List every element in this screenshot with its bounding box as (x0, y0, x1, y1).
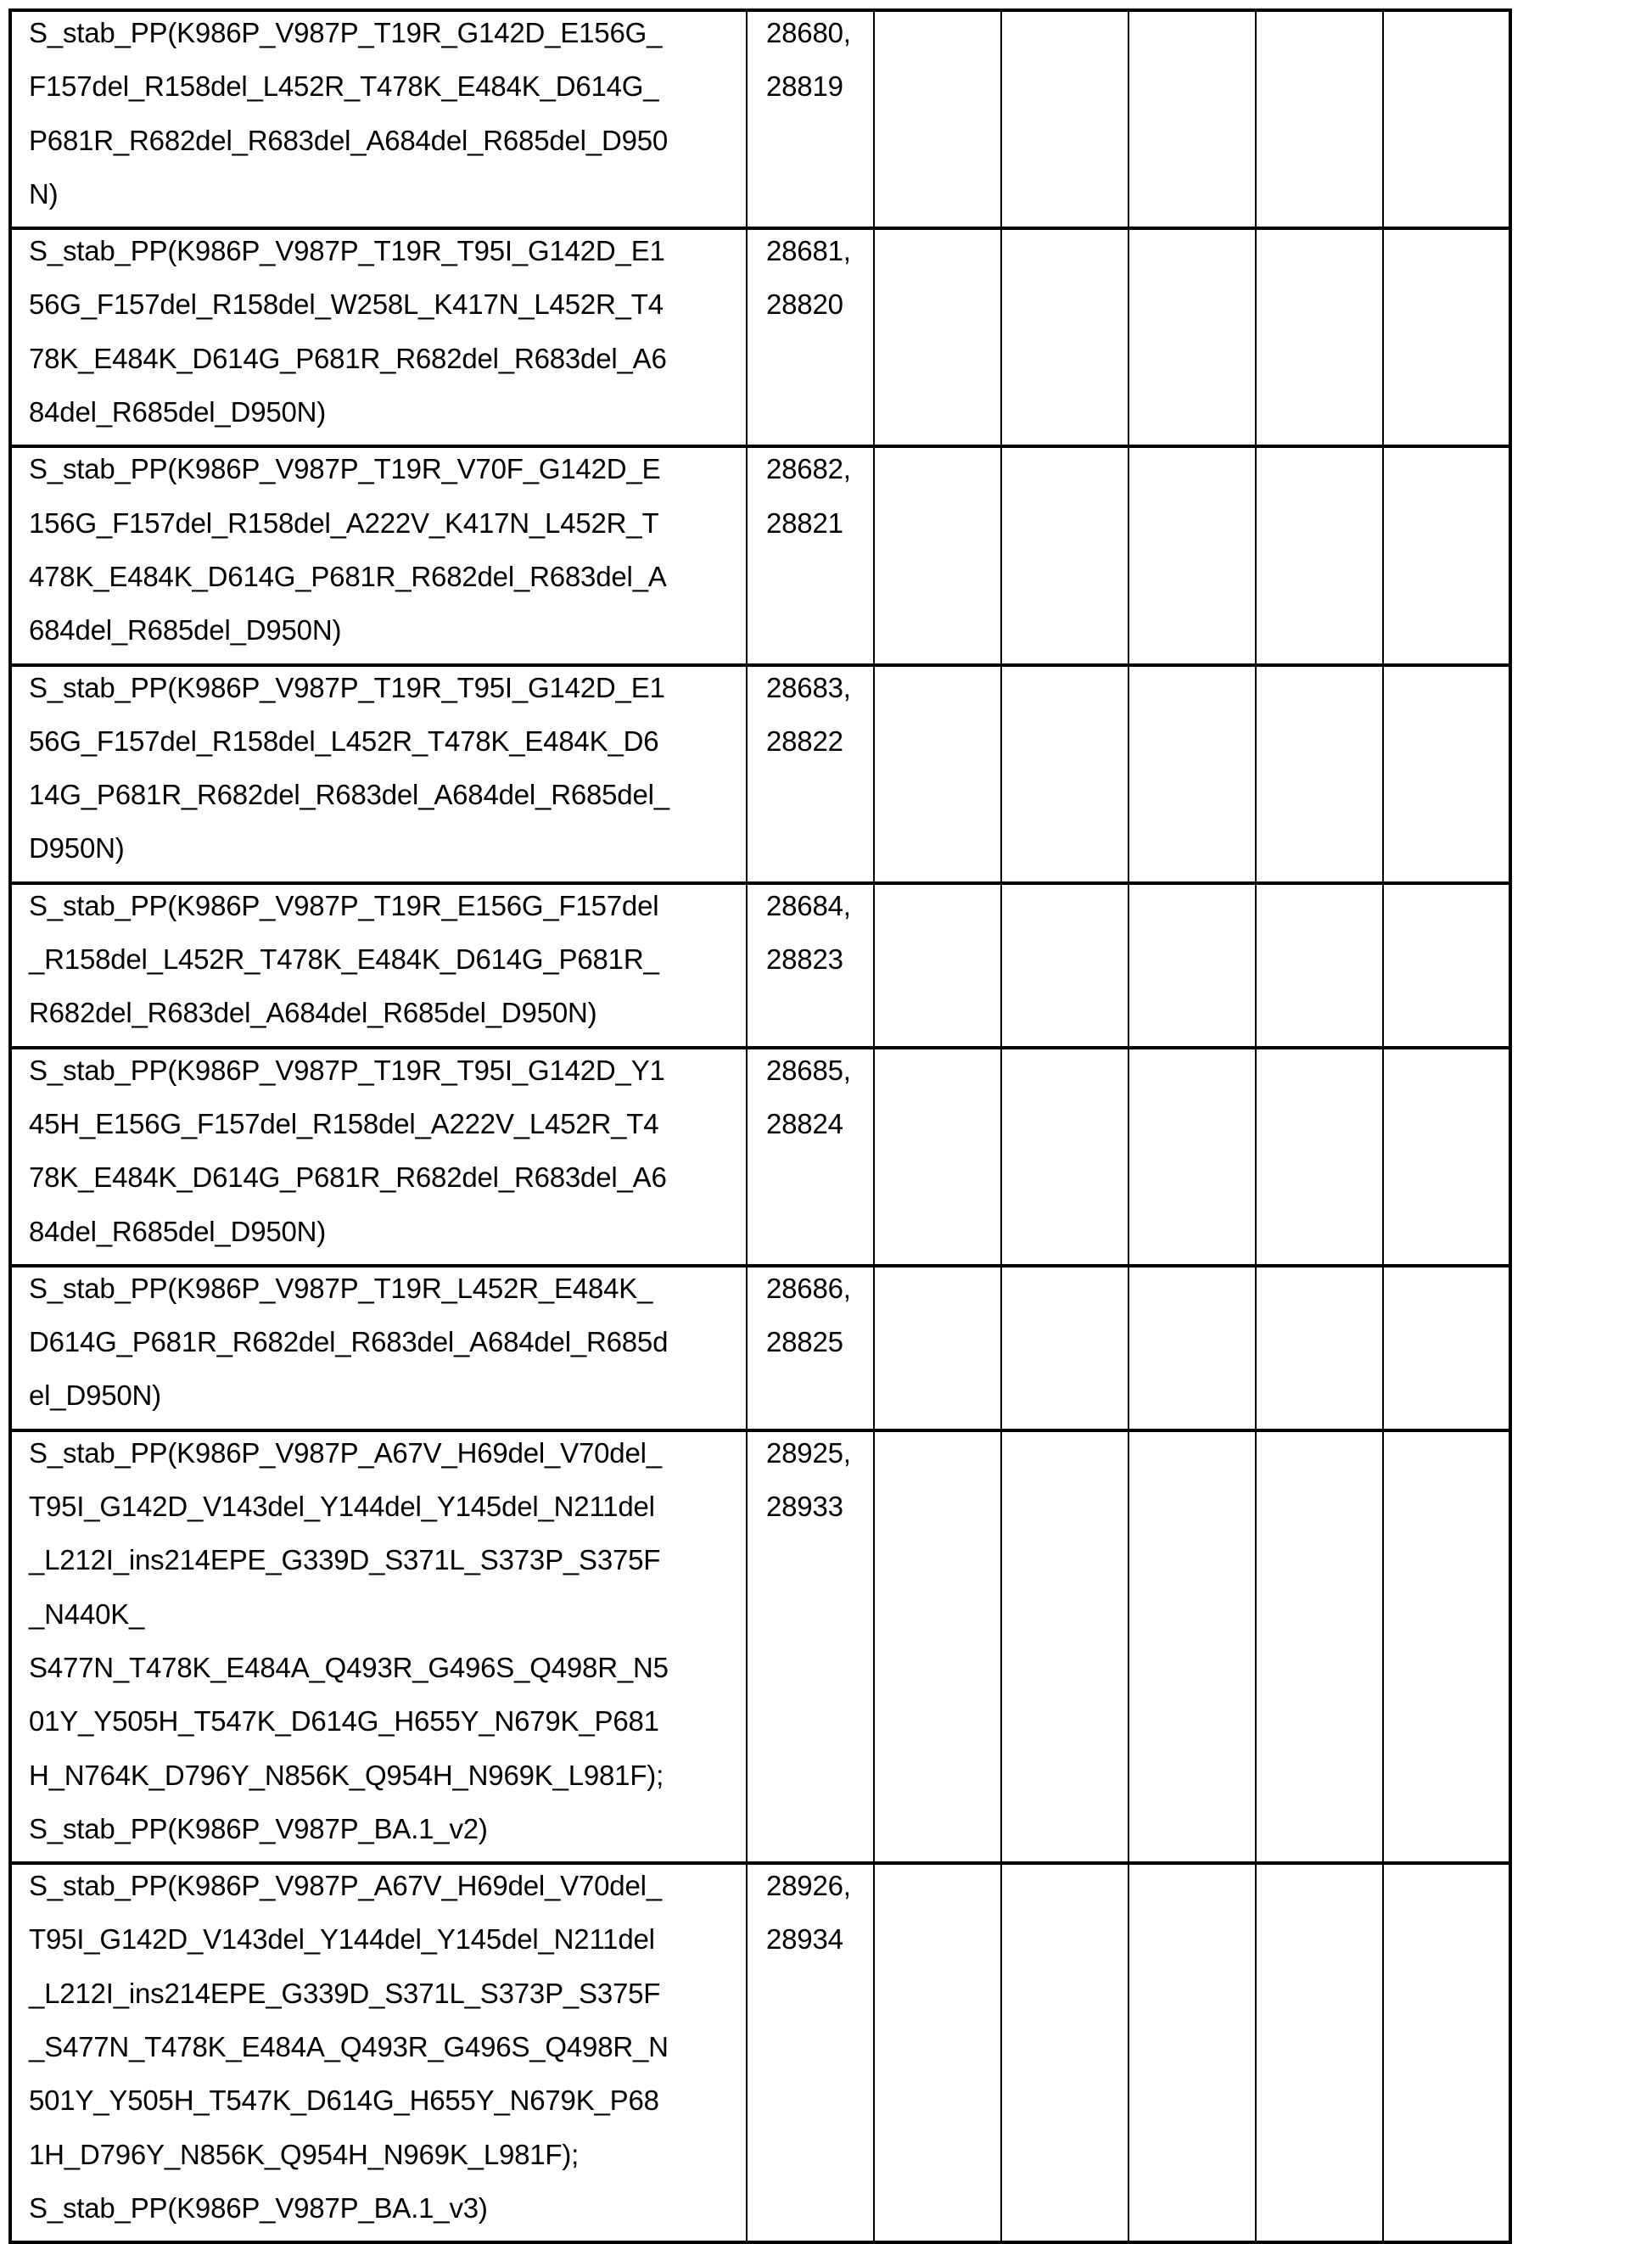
sequence-id-cell (747, 1048, 874, 1266)
construct-name-line: N) (29, 177, 59, 210)
empty-cell-3 (1128, 446, 1256, 664)
empty-cell-4 (1256, 883, 1383, 1048)
construct-name-line: 78K_E484K_D614G_P681R_R682del_R683del_A6 (29, 1161, 667, 1194)
table-row (10, 1048, 1510, 1266)
construct-name-line: S_stab_PP(K986P_V987P_T19R_V70F_G142D_E (29, 453, 661, 485)
sequence-id-cell (747, 665, 874, 883)
construct-name-cell (10, 1863, 747, 2242)
empty-cell-1 (874, 1863, 1001, 2242)
construct-name-line: P681R_R682del_R683del_A684del_R685del_D950 (29, 124, 669, 156)
sequence-id: 28685, (766, 1054, 851, 1086)
empty-cell-3 (1128, 1266, 1256, 1430)
empty-cell-4 (1256, 1863, 1383, 2242)
sequence-id-cell (747, 883, 874, 1048)
construct-name-lines (29, 665, 746, 876)
empty-cell-2 (1001, 10, 1128, 228)
construct-name-cell (10, 10, 747, 228)
construct-name-cell (10, 1430, 747, 1863)
empty-cell-3 (1128, 1430, 1256, 1863)
construct-name-line: 1H_D796Y_N856K_Q954H_N969K_L981F); (29, 2138, 580, 2170)
construct-name-lines (29, 1266, 746, 1423)
sequence-id-cell (747, 446, 874, 664)
empty-cell-2 (1001, 883, 1128, 1048)
sequence-id-lines (766, 10, 873, 114)
construct-name-line: S_stab_PP(K986P_V987P_T19R_L452R_E484K_ (29, 1272, 653, 1304)
sequence-id: 28822 (766, 725, 843, 757)
construct-name-line: el_D950N) (29, 1379, 161, 1412)
construct-name-line: H_N764K_D796Y_N856K_Q954H_N969K_L981F); (29, 1759, 664, 1791)
construct-name-line: S_stab_PP(K986P_V987P_T19R_G142D_E156G_ (29, 17, 663, 48)
sequence-id: 28825 (766, 1326, 843, 1358)
construct-name-line: 01Y_Y505H_T547K_D614G_H655Y_N679K_P681 (29, 1705, 659, 1738)
sequence-id-lines (766, 1048, 873, 1151)
empty-cell-2 (1001, 1863, 1128, 2242)
construct-name-line: 45H_E156G_F157del_R158del_A222V_L452R_T4 (29, 1107, 659, 1139)
construct-name-lines (29, 1863, 746, 2235)
empty-cell-3 (1128, 1863, 1256, 2242)
construct-name-line: S_stab_PP(K986P_V987P_BA.1_v2) (29, 1812, 488, 1844)
empty-cell-5 (1383, 1430, 1510, 1863)
empty-cell-4 (1256, 446, 1383, 664)
sequence-id-lines (766, 665, 873, 769)
construct-name-line: F157del_R158del_L452R_T478K_E484K_D614G_ (29, 70, 659, 103)
empty-cell-3 (1128, 228, 1256, 446)
construct-name-line: 84del_R685del_D950N) (29, 396, 327, 428)
sequence-id: 28933 (766, 1491, 843, 1523)
sequence-id: 28823 (766, 943, 843, 976)
construct-table (8, 8, 1512, 2244)
construct-name-lines (29, 228, 746, 439)
construct-name-line: 56G_F157del_R158del_L452R_T478K_E484K_D6 (29, 725, 659, 757)
table-row (10, 1430, 1510, 1863)
empty-cell-5 (1383, 1048, 1510, 1266)
empty-cell-5 (1383, 883, 1510, 1048)
construct-name-line: S477N_T478K_E484A_Q493R_G496S_Q498R_N5 (29, 1651, 669, 1683)
construct-name-line: D950N) (29, 832, 125, 865)
construct-name-line: _N440K_ (29, 1598, 145, 1630)
construct-name-line: S_stab_PP(K986P_V987P_T19R_T95I_G142D_E1 (29, 235, 665, 267)
construct-name-lines (29, 446, 746, 657)
empty-cell-4 (1256, 1430, 1383, 1863)
sequence-id-lines (766, 883, 873, 987)
construct-name-line: 56G_F157del_R158del_W258L_K417N_L452R_T4 (29, 288, 664, 321)
empty-cell-4 (1256, 228, 1383, 446)
empty-cell-2 (1001, 665, 1128, 883)
sequence-id: 28821 (766, 506, 843, 539)
sequence-id-lines (766, 1863, 873, 1967)
empty-cell-1 (874, 1430, 1001, 1863)
sequence-id-lines (766, 1266, 873, 1369)
empty-cell-4 (1256, 1266, 1383, 1430)
sequence-id-cell (747, 1266, 874, 1430)
construct-name-cell (10, 883, 747, 1048)
empty-cell-2 (1001, 1048, 1128, 1266)
empty-cell-1 (874, 228, 1001, 446)
sequence-id: 28934 (766, 1923, 843, 1956)
empty-cell-4 (1256, 1048, 1383, 1266)
table-row (10, 665, 1510, 883)
construct-name-line: S_stab_PP(K986P_V987P_T19R_T95I_G142D_Y1 (29, 1054, 665, 1086)
construct-name-line: R682del_R683del_A684del_R685del_D950N) (29, 997, 597, 1029)
empty-cell-3 (1128, 1048, 1256, 1266)
table-row (10, 1266, 1510, 1430)
empty-cell-1 (874, 1266, 1001, 1430)
empty-cell-5 (1383, 1863, 1510, 2242)
empty-cell-2 (1001, 1430, 1128, 1863)
empty-cell-5 (1383, 665, 1510, 883)
construct-name-line: S_stab_PP(K986P_V987P_T19R_E156G_F157del (29, 889, 659, 921)
construct-name-cell (10, 1266, 747, 1430)
empty-cell-5 (1383, 228, 1510, 446)
empty-cell-1 (874, 1048, 1001, 1266)
construct-name-cell (10, 1048, 747, 1266)
sequence-id-lines (766, 228, 873, 332)
construct-name-line: 78K_E484K_D614G_P681R_R682del_R683del_A6 (29, 342, 667, 374)
sequence-id-cell (747, 10, 874, 228)
sequence-id: 28686, (766, 1272, 851, 1304)
construct-name-line: 684del_R685del_D950N) (29, 614, 342, 646)
construct-name-line: S_stab_PP(K986P_V987P_A67V_H69del_V70del_ (29, 1436, 662, 1469)
empty-cell-5 (1383, 10, 1510, 228)
empty-cell-5 (1383, 446, 1510, 664)
empty-cell-2 (1001, 228, 1128, 446)
construct-name-line: 156G_F157del_R158del_A222V_K417N_L452R_T (29, 506, 659, 539)
empty-cell-1 (874, 665, 1001, 883)
empty-cell-1 (874, 10, 1001, 228)
construct-name-line: _L212I_ins214EPE_G339D_S371L_S373P_S375F (29, 1544, 661, 1576)
empty-cell-4 (1256, 10, 1383, 228)
construct-name-line: T95I_G142D_V143del_Y144del_Y145del_N211del (29, 1491, 655, 1523)
sequence-id: 28820 (766, 288, 843, 321)
empty-cell-4 (1256, 665, 1383, 883)
construct-name-lines (29, 1430, 746, 1855)
sequence-id: 28680, (766, 17, 851, 48)
construct-name-lines (29, 1048, 746, 1258)
sequence-id-cell (747, 1430, 874, 1863)
construct-name-line: _R158del_L452R_T478K_E484K_D614G_P681R_ (29, 943, 659, 976)
empty-cell-3 (1128, 883, 1256, 1048)
table-row (10, 883, 1510, 1048)
empty-cell-2 (1001, 446, 1128, 664)
sequence-id-lines (766, 446, 873, 550)
sequence-id: 28824 (766, 1107, 843, 1139)
construct-name-line: D614G_P681R_R682del_R683del_A684del_R685d (29, 1326, 669, 1358)
sequence-id: 28684, (766, 889, 851, 921)
empty-cell-5 (1383, 1266, 1510, 1430)
construct-name-line: _S477N_T478K_E484A_Q493R_G496S_Q498R_N (29, 2030, 669, 2062)
construct-name-cell (10, 228, 747, 446)
construct-name-line: S_stab_PP(K986P_V987P_T19R_T95I_G142D_E1 (29, 671, 665, 703)
empty-cell-3 (1128, 10, 1256, 228)
table-row (10, 1863, 1510, 2242)
table-row (10, 446, 1510, 664)
construct-name-line: _L212I_ins214EPE_G339D_S371L_S373P_S375F (29, 1977, 661, 2009)
construct-name-line: 84del_R685del_D950N) (29, 1215, 327, 1247)
construct-name-cell (10, 665, 747, 883)
table-body (10, 10, 1510, 2242)
empty-cell-2 (1001, 1266, 1128, 1430)
construct-name-line: 478K_E484K_D614G_P681R_R682del_R683del_A (29, 560, 667, 592)
construct-name-line: S_stab_PP(K986P_V987P_BA.1_v3) (29, 2191, 488, 2224)
sequence-id: 28681, (766, 235, 851, 267)
sequence-id-cell (747, 228, 874, 446)
construct-name-line: S_stab_PP(K986P_V987P_A67V_H69del_V70del_ (29, 1870, 662, 1902)
sequence-id: 28683, (766, 671, 851, 703)
sequence-id: 28925, (766, 1436, 851, 1469)
empty-cell-1 (874, 883, 1001, 1048)
construct-name-line: 14G_P681R_R682del_R683del_A684del_R685del_ (29, 779, 669, 811)
construct-name-lines (29, 10, 746, 221)
sequence-id-cell (747, 1863, 874, 2242)
table-row (10, 228, 1510, 446)
construct-name-line: 501Y_Y505H_T547K_D614G_H655Y_N679K_P68 (29, 2085, 659, 2117)
construct-name-cell (10, 446, 747, 664)
construct-name-lines (29, 883, 746, 1040)
sequence-id-lines (766, 1430, 873, 1534)
construct-name-line: T95I_G142D_V143del_Y144del_Y145del_N211del (29, 1923, 655, 1956)
sequence-id: 28819 (766, 70, 843, 103)
sequence-id: 28926, (766, 1870, 851, 1902)
empty-cell-1 (874, 446, 1001, 664)
table-row (10, 10, 1510, 228)
empty-cell-3 (1128, 665, 1256, 883)
sequence-id: 28682, (766, 453, 851, 485)
